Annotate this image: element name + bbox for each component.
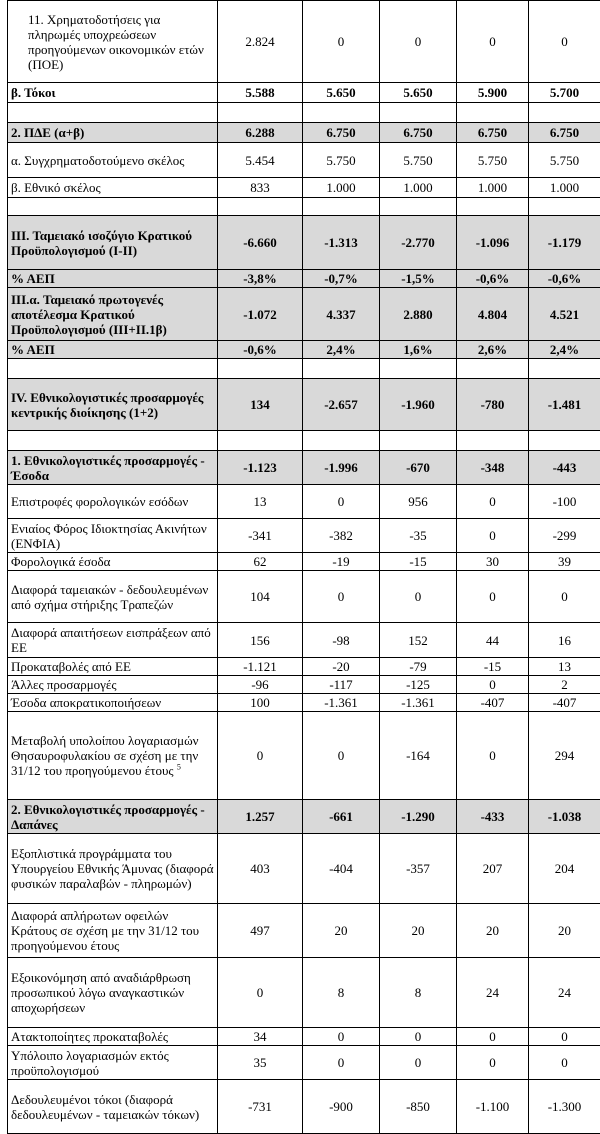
cell-value: 62: [218, 553, 303, 571]
row-label: 2. ΠΔΕ (α+β): [8, 123, 218, 143]
cell-value: 1.000: [303, 178, 380, 198]
cell-value: 16: [529, 623, 600, 658]
footnote-marker: 5: [177, 763, 181, 772]
fiscal-adjustments-table: [7, 0, 600, 1134]
cell-value: 0: [529, 1, 600, 83]
cell-value: -1.290: [380, 800, 457, 834]
cell-value: 20: [303, 904, 380, 958]
cell-value: -433: [457, 800, 529, 834]
cell-value: 6.750: [529, 123, 600, 143]
cell-value: 0: [457, 571, 529, 623]
cell-value: -0,6%: [529, 270, 600, 288]
spacer-row: [8, 431, 600, 451]
row-label: 11. Χρηματοδοτήσεις για πληρωμές υποχρεώσεων προηγούμενων οικονομικών ετών (ΠΟΕ): [8, 1, 218, 83]
cell-value: 0: [380, 1046, 457, 1080]
cell-value: -2.770: [380, 216, 457, 270]
row-label: Φορολογικά έσοδα: [8, 553, 218, 571]
table-row: [8, 288, 600, 341]
cell-value: 5.650: [380, 83, 457, 103]
table-row: [8, 379, 600, 431]
cell-value: 497: [218, 904, 303, 958]
cell-value: 1.257: [218, 800, 303, 834]
cell-value: 0: [457, 1028, 529, 1046]
cell-value: -382: [303, 519, 380, 553]
cell-value: 13: [529, 658, 600, 676]
row-label: [8, 712, 218, 800]
table-row: [8, 958, 600, 1028]
cell-value: 35: [218, 1046, 303, 1080]
table-row: [8, 712, 600, 800]
cell-value: 5.750: [380, 143, 457, 178]
cell-value: 34: [218, 1028, 303, 1046]
cell-value: 956: [380, 485, 457, 519]
cell-value: 0: [218, 712, 303, 800]
cell-value: -0,6%: [457, 270, 529, 288]
cell-value: 6.750: [303, 123, 380, 143]
cell-value: 5.900: [457, 83, 529, 103]
row-label: % ΑΕΠ: [8, 270, 218, 288]
cell-value: 0: [303, 712, 380, 800]
cell-value: -299: [529, 519, 600, 553]
cell-value: -3,8%: [218, 270, 303, 288]
cell-value: 2.824: [218, 1, 303, 83]
cell-value: 5.750: [529, 143, 600, 178]
cell-value: 403: [218, 834, 303, 904]
cell-value: 5.588: [218, 83, 303, 103]
cell-value: 0: [380, 1028, 457, 1046]
table-row: [8, 519, 600, 553]
cell-value: -1.313: [303, 216, 380, 270]
table-row: [8, 1046, 600, 1080]
cell-value: -404: [303, 834, 380, 904]
row-label: 2. Εθνικολογιστικές προσαρμογές - Δαπάνες: [8, 800, 218, 834]
cell-value: -1.100: [457, 1080, 529, 1134]
cell-value: 20: [380, 904, 457, 958]
cell-value: 5.650: [303, 83, 380, 103]
table-row: [8, 676, 600, 694]
table-row: [8, 216, 600, 270]
cell-value: 134: [218, 379, 303, 431]
row-label: Προκαταβολές από ΕΕ: [8, 658, 218, 676]
cell-value: 0: [303, 1, 380, 83]
cell-value: -15: [380, 553, 457, 571]
cell-value: 104: [218, 571, 303, 623]
cell-value: 4.337: [303, 288, 380, 341]
row-label: Άλλες προσαρμογές: [8, 676, 218, 694]
table-row: [8, 800, 600, 834]
cell-value: 0: [303, 485, 380, 519]
cell-value: 0: [529, 571, 600, 623]
row-label: Ατακτοποίητες προκαταβολές: [8, 1028, 218, 1046]
row-label: ΙV. Εθνικολογιστικές προσαρμογές κεντρικής διοίκησης (1+2): [8, 379, 218, 431]
cell-value: 8: [380, 958, 457, 1028]
cell-value: 8: [303, 958, 380, 1028]
cell-value: -1.072: [218, 288, 303, 341]
cell-value: -35: [380, 519, 457, 553]
cell-value: -0,6%: [218, 341, 303, 359]
cell-value: -100: [529, 485, 600, 519]
cell-value: 6.750: [457, 123, 529, 143]
cell-value: 1.000: [529, 178, 600, 198]
cell-value: -407: [529, 694, 600, 712]
cell-value: -19: [303, 553, 380, 571]
cell-value: 1.000: [380, 178, 457, 198]
cell-value: 13: [218, 485, 303, 519]
cell-value: 0: [457, 1046, 529, 1080]
row-label: Επιστροφές φορολογικών εσόδων: [8, 485, 218, 519]
cell-value: -1.123: [218, 451, 303, 485]
cell-value: -443: [529, 451, 600, 485]
cell-value: 2: [529, 676, 600, 694]
cell-value: -348: [457, 451, 529, 485]
cell-value: 0: [303, 571, 380, 623]
row-label: Ενιαίος Φόρος Ιδιοκτησίας Ακινήτων (ΕΝΦΙΑ): [8, 519, 218, 553]
cell-value: -96: [218, 676, 303, 694]
cell-value: -6.660: [218, 216, 303, 270]
cell-value: 152: [380, 623, 457, 658]
cell-value: 2,6%: [457, 341, 529, 359]
table-row: [8, 270, 600, 288]
cell-value: 30: [457, 553, 529, 571]
cell-value: 156: [218, 623, 303, 658]
cell-value: 0: [457, 485, 529, 519]
cell-value: -357: [380, 834, 457, 904]
cell-value: -0,7%: [303, 270, 380, 288]
cell-value: 20: [529, 904, 600, 958]
cell-value: -20: [303, 658, 380, 676]
cell-value: 0: [529, 1046, 600, 1080]
cell-value: 5.454: [218, 143, 303, 178]
spacer-row: [8, 198, 600, 216]
cell-value: -1.179: [529, 216, 600, 270]
cell-value: -15: [457, 658, 529, 676]
table-row: [8, 658, 600, 676]
row-label: ΙΙΙ.α. Ταμειακό πρωτογενές αποτέλεσμα Κρατικού Προϋπολογισμού (ΙΙΙ+ΙΙ.1β): [8, 288, 218, 341]
cell-value: 44: [457, 623, 529, 658]
cell-value: -1.361: [303, 694, 380, 712]
cell-value: 0: [218, 958, 303, 1028]
cell-value: -79: [380, 658, 457, 676]
row-label: Εξοικονόμηση από αναδιάρθρωση προσωπικού λόγω αναγκαστικών αποχωρήσεων: [8, 958, 218, 1028]
cell-value: 294: [529, 712, 600, 800]
cell-value: -407: [457, 694, 529, 712]
cell-value: -1.361: [380, 694, 457, 712]
row-label: Διαφορά απαιτήσεων εισπράξεων από ΕΕ: [8, 623, 218, 658]
cell-value: 2,4%: [303, 341, 380, 359]
cell-value: -1.038: [529, 800, 600, 834]
cell-value: 2,4%: [529, 341, 600, 359]
table-row: [8, 904, 600, 958]
cell-value: -1.121: [218, 658, 303, 676]
table-row: [8, 123, 600, 143]
cell-value: -900: [303, 1080, 380, 1134]
cell-value: -780: [457, 379, 529, 431]
table-row: [8, 694, 600, 712]
cell-value: 0: [457, 712, 529, 800]
cell-value: 1.000: [457, 178, 529, 198]
row-label: α. Συγχρηματοδοτούμενο σκέλος: [8, 143, 218, 178]
cell-value: -1.996: [303, 451, 380, 485]
table-row: [8, 571, 600, 623]
cell-value: 1,6%: [380, 341, 457, 359]
cell-value: -2.657: [303, 379, 380, 431]
row-label: β. Τόκοι: [8, 83, 218, 103]
cell-value: 4.521: [529, 288, 600, 341]
row-label-text: Μεταβολή υπολοίπου λογαριασμών Θησαυροφυλακίου σε σχέση με την 31/12 του προηγούμενου έτους: [11, 733, 199, 778]
row-label: % ΑΕΠ: [8, 341, 218, 359]
cell-value: 0: [457, 676, 529, 694]
row-label: 1. Εθνικολογιστικές προσαρμογές - Έσοδα: [8, 451, 218, 485]
spacer-row: [8, 359, 600, 379]
row-label: Διαφορά ταμειακών - δεδουλευμένων από σχήμα στήριξης Τραπεζών: [8, 571, 218, 623]
row-label: Δεδουλευμένοι τόκοι (διαφορά δεδουλευμένων - ταμειακών τόκων): [8, 1080, 218, 1134]
table-row: [8, 485, 600, 519]
cell-value: -850: [380, 1080, 457, 1134]
cell-value: 100: [218, 694, 303, 712]
cell-value: -164: [380, 712, 457, 800]
cell-value: 6.750: [380, 123, 457, 143]
cell-value: 4.804: [457, 288, 529, 341]
cell-value: 0: [529, 1028, 600, 1046]
cell-value: -661: [303, 800, 380, 834]
table-row: [8, 623, 600, 658]
table-row: [8, 834, 600, 904]
cell-value: 0: [303, 1046, 380, 1080]
cell-value: -125: [380, 676, 457, 694]
cell-value: -1.096: [457, 216, 529, 270]
row-label: Εξοπλιστικά προγράμματα του Υπουργείου Εθνικής Άμυνας (διαφορά φυσικών παραλαβών - πληρωμών): [8, 834, 218, 904]
cell-value: -341: [218, 519, 303, 553]
cell-value: -731: [218, 1080, 303, 1134]
cell-value: 24: [457, 958, 529, 1028]
cell-value: 24: [529, 958, 600, 1028]
cell-value: 833: [218, 178, 303, 198]
table-row: [8, 1080, 600, 1134]
cell-value: 5.750: [457, 143, 529, 178]
spacer-row: [8, 103, 600, 123]
table-row: [8, 341, 600, 359]
row-label: Υπόλοιπο λογαριασμών εκτός προϋπολογισμού: [8, 1046, 218, 1080]
cell-value: 2.880: [380, 288, 457, 341]
cell-value: -1.481: [529, 379, 600, 431]
table-row: [8, 178, 600, 198]
table-row: [8, 1028, 600, 1046]
cell-value: 0: [457, 1, 529, 83]
cell-value: -1.300: [529, 1080, 600, 1134]
cell-value: -117: [303, 676, 380, 694]
cell-value: -1,5%: [380, 270, 457, 288]
cell-value: 20: [457, 904, 529, 958]
cell-value: 207: [457, 834, 529, 904]
cell-value: 0: [380, 1, 457, 83]
table-row: [8, 451, 600, 485]
cell-value: 6.288: [218, 123, 303, 143]
cell-value: -98: [303, 623, 380, 658]
row-label: ΙΙΙ. Ταμειακό ισοζύγιο Κρατικού Προϋπολογισμού (Ι-ΙΙ): [8, 216, 218, 270]
cell-value: 0: [303, 1028, 380, 1046]
row-label: β. Εθνικό σκέλος: [8, 178, 218, 198]
table-row: [8, 83, 600, 103]
cell-value: -670: [380, 451, 457, 485]
row-label: Έσοδα αποκρατικοποιήσεων: [8, 694, 218, 712]
cell-value: 39: [529, 553, 600, 571]
cell-value: 5.750: [303, 143, 380, 178]
cell-value: -1.960: [380, 379, 457, 431]
table-row: [8, 553, 600, 571]
table-row: [8, 1, 600, 83]
cell-value: 0: [380, 571, 457, 623]
table-row: [8, 143, 600, 178]
cell-value: 204: [529, 834, 600, 904]
row-label: Διαφορά απλήρωτων οφειλών Κράτους σε σχέση με την 31/12 του προηγούμενου έτους: [8, 904, 218, 958]
cell-value: 5.700: [529, 83, 600, 103]
cell-value: 0: [457, 519, 529, 553]
